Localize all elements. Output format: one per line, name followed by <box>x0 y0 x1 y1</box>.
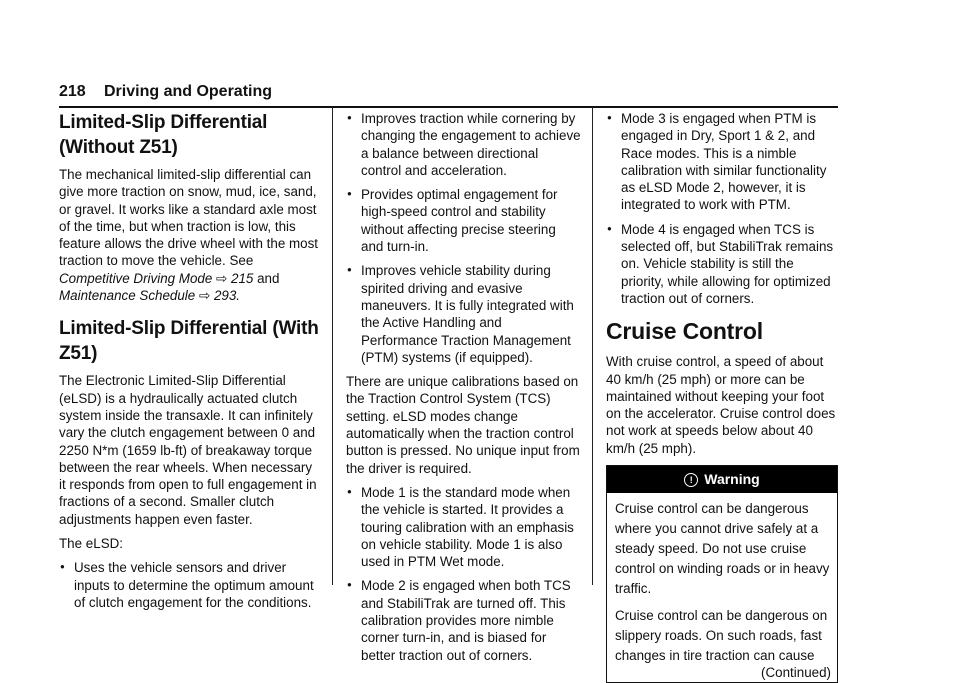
list-item: ● Uses the vehicle sensors and driver inputs to determine the optimum amount of clutch engagement for the conditions. <box>59 559 321 611</box>
bullet-list <box>346 484 581 664</box>
list-item: ● Mode 4 is engaged when TCS is selected off, but StabiliTrak remains on. Vehicle stability is still the priority, while allowing for optimized traction out of corners. <box>606 221 838 307</box>
period: . <box>236 288 241 304</box>
warning-paragraph: Cruise control can be dangerous on slippery roads. On such roads, fast changes in tire traction can cause <box>615 608 828 664</box>
xref-page[interactable]: 293 <box>213 288 237 304</box>
continued-label: (Continued) <box>761 665 831 681</box>
bullet-list <box>346 110 581 366</box>
column-divider <box>592 107 593 585</box>
heading-line: (Without Z51) <box>59 137 178 158</box>
list-item: ● Mode 2 is engaged when both TCS and StabiliTrak are turned off. This calibration provides more nimble corner turn-in, and is biased for better traction out of corners. <box>346 577 581 663</box>
warning-body <box>607 493 837 682</box>
list-item: ● Mode 1 is the standard mode when the vehicle is started. It provides a touring calibration with an emphasis on vehicle stability. Mode 1 is also used in PTM Wet mode. <box>346 484 581 570</box>
xref-arrow-icon: ⇨ <box>216 270 228 286</box>
warning-paragraph: Cruise control can be dangerous where you cannot drive safely at a steady speed. Do not use cruise control on winding roads or in heavy traffic. <box>615 501 830 597</box>
section-title: Driving and Operating <box>104 83 273 100</box>
paragraph: There are unique calibrations based on the Traction Control System (TCS) setting. eLSD modes change automatically when the traction control button is pressed. No unique input from the driver is required. <box>346 374 580 476</box>
column-right <box>606 110 838 683</box>
warning-title: Warning <box>704 471 760 488</box>
paragraph: The eLSD: <box>59 536 124 552</box>
list-item: ● Mode 3 is engaged when PTM is engaged in Dry, Sport 1 & 2, and Race modes. This is a nimble calibration with similar functionality as eLSD Mode 2, however, it is integrated to work with PTM. <box>606 110 838 214</box>
warning-header <box>607 466 837 493</box>
page-header <box>59 82 838 108</box>
xref-arrow-icon: ⇨ <box>198 288 211 304</box>
list-item: ● Provides optimal engagement for high-speed control and stability without affecting precise steering and turn-in. <box>346 186 581 255</box>
warning-box <box>606 465 838 683</box>
page-number: 218 <box>59 83 86 100</box>
xref-link-competitive-driving-mode[interactable]: Competitive Driving Mode <box>59 270 213 286</box>
heading-cruise-control: Cruise Control <box>606 318 763 345</box>
column-left <box>59 110 321 618</box>
heading-line: Limited-Slip Differential <box>59 112 268 133</box>
warning-icon: ! <box>684 473 698 487</box>
heading-lsd-with-z51: Limited-Slip Differential (With Z51) <box>59 318 319 365</box>
xref-link-maintenance-schedule[interactable]: Maintenance Schedule <box>59 288 196 304</box>
column-middle <box>346 110 581 671</box>
column-divider <box>332 107 333 585</box>
paragraph <box>59 166 321 304</box>
paragraph: The Electronic Limited-Slip Differential (eLSD) is a hydraulically actuated clutch system inside the transaxle. It can infinitely vary the clutch engagement between 0 and 2250 N*m (1659 lb-ft) of breakaway torque between the rear wheels. When necessary it responds from open to full engagement in fractions of a second. Smaller clutch adjustments happen even faster. <box>59 373 317 527</box>
xref-page[interactable]: 215 <box>231 270 254 286</box>
list-item: ● Improves vehicle stability during spirited driving and evasive maneuvers. It is fully integrated with the Active Handling and Performance Traction Management (PTM) systems (if equipped). <box>346 262 581 366</box>
paragraph-text: The mechanical limited-slip differential can give more traction on snow, mud, ice, sand, or gravel. It works like a standard axle most of the time, but when traction is low, this feature allows the drive wheel with the most traction to move the vehicle. See <box>59 167 319 269</box>
heading-lsd-without-z51 <box>59 110 321 160</box>
bullet-list <box>59 559 321 611</box>
conjunction: and <box>257 270 280 286</box>
list-item: ● Improves traction while cornering by changing the engagement to achieve a balance between directional control and acceleration. <box>346 110 581 179</box>
bullet-list <box>606 110 838 307</box>
paragraph: With cruise control, a speed of about 40 km/h (25 mph) or more can be maintained without keeping your foot on the accelerator. Cruise control does not work at speeds below about 40 km/h (25 mph). <box>606 354 836 456</box>
